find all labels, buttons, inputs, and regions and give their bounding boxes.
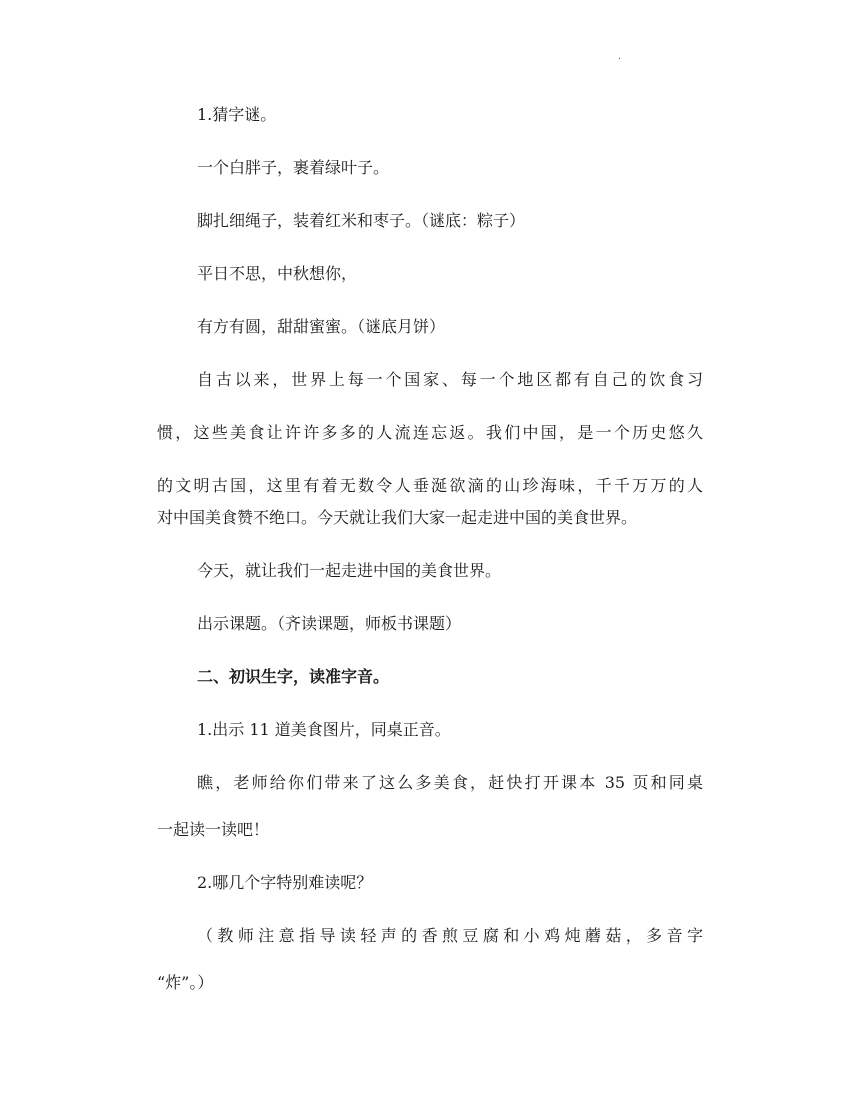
section-heading: 二、初识生字，读准字音。 [197, 667, 390, 686]
intro-paragraph-line-1: 自古以来，世界上每一个国家、每一个地区都有自己的饮食习 [197, 370, 703, 389]
step-1-instruction-line-1: 瞧，老师给你们带来了这么多美食，赶快打开课本 35 页和同桌 [197, 773, 703, 792]
step-1: 1.出示 11 道美食图片，同桌正音。 [197, 720, 451, 739]
intro-paragraph-line-3: 的文明古国，这里有着无数令人垂涎欲滴的山珍海味，千千万万的人 [157, 476, 703, 495]
riddle-line-1: 一个白胖子，裹着绿叶子。 [197, 158, 390, 177]
riddle-line-4: 有方有圆，甜甜蜜蜜。（谜底月饼） [197, 317, 446, 336]
header-mark: . [618, 52, 621, 62]
riddle-heading: 1.猜字谜。 [197, 105, 277, 124]
step-2: 2.哪几个字特别难读呢？ [197, 873, 373, 892]
step-1-instruction-line-2: 一起读一读吧！ [157, 820, 270, 839]
teacher-note-line-1: （教师注意指导读轻声的香煎豆腐和小鸡炖蘑菇，多音字 [197, 926, 703, 945]
riddle-line-3: 平日不思，中秋想你， [197, 264, 358, 283]
show-title-line: 出示课题。（齐读课题，师板书课题） [197, 614, 462, 633]
intro-paragraph-line-4: 对中国美食赞不绝口。今天就让我们大家一起走进中国的美食世界。 [157, 508, 638, 527]
riddle-line-2: 脚扎细绳子，装着红米和枣子。（谜底：粽子） [197, 211, 526, 230]
teacher-note-line-2: “炸”。） [157, 973, 214, 992]
intro-paragraph-line-2: 惯，这些美食让许许多多的人流连忘返。我们中国，是一个历史悠久 [157, 423, 703, 442]
intro-closing: 今天，就让我们一起走进中国的美食世界。 [197, 561, 502, 580]
